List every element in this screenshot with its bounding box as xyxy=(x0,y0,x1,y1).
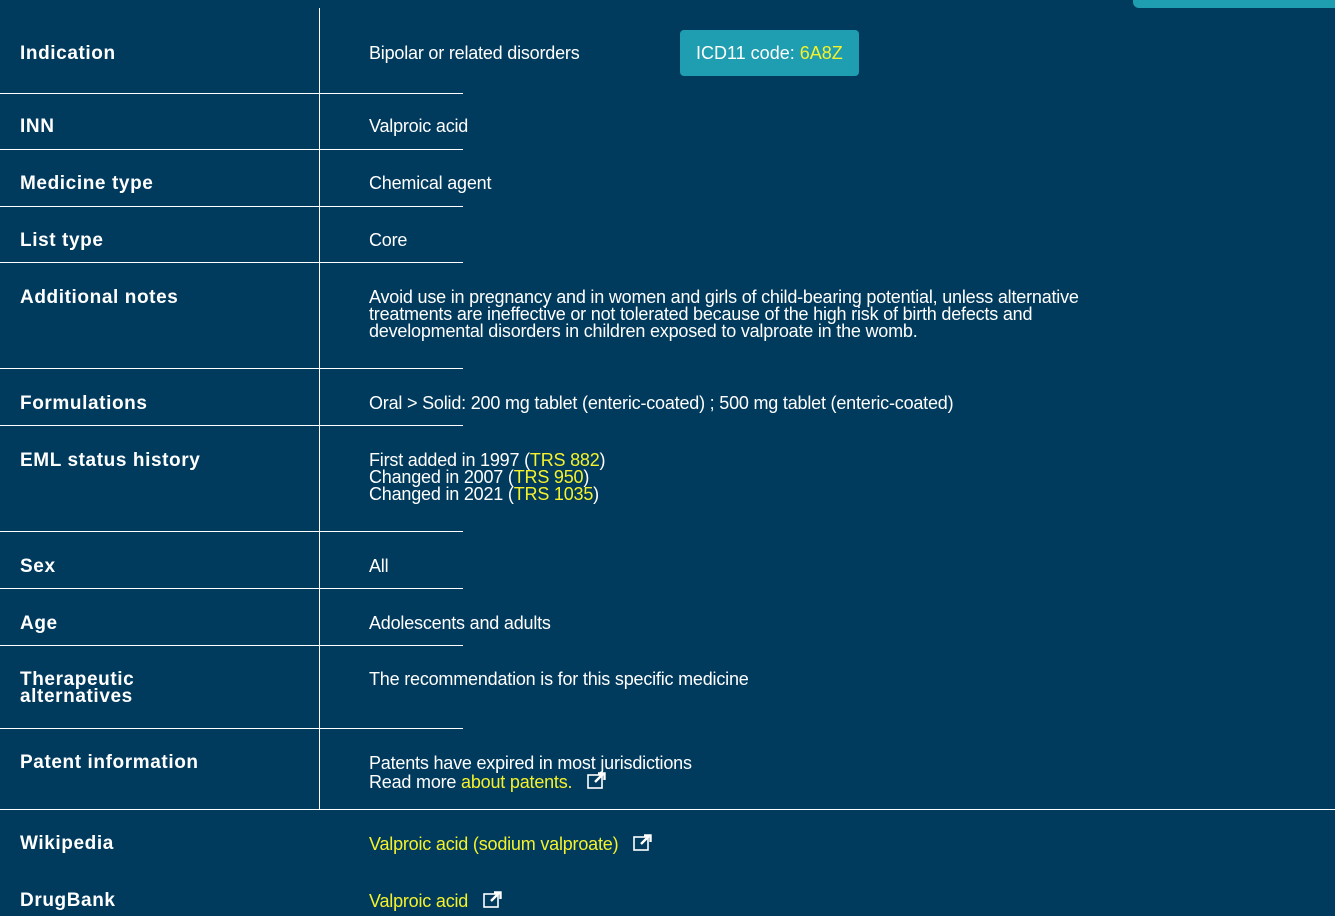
value-additional-notes-line-1: Avoid use in pregnancy and in women and girls of child-bearing potential, unless alternative xyxy=(369,287,1079,307)
eml-history-entry-text: First added in 1997 ( xyxy=(369,450,530,470)
eml-history-entry-text: Changed in 2007 ( xyxy=(369,467,514,487)
row-separator xyxy=(0,531,463,532)
trs-882-link[interactable]: TRS 882 xyxy=(529,450,600,470)
label-patent-information: Patent information xyxy=(20,752,199,773)
label-wikipedia: Wikipedia xyxy=(20,833,114,854)
value-age: Adolescents and adults xyxy=(369,613,551,633)
column-divider xyxy=(319,8,320,809)
value-inn: Valproic acid xyxy=(369,116,469,136)
label-additional-notes: Additional notes xyxy=(20,287,179,308)
label-therapeutic-alternatives-line-1: Therapeutic xyxy=(20,669,135,690)
drugbank-link[interactable]: Valproic acid xyxy=(369,891,469,911)
value-additional-notes-line-2: treatments are ineffective or not tolerated because of the high risk of birth defects and xyxy=(369,304,1033,324)
icd11-code-link[interactable]: 6A8Z xyxy=(799,43,843,63)
value-sex: All xyxy=(369,556,389,576)
value-drugbank xyxy=(369,891,503,912)
value-medicine-type: Chemical agent xyxy=(369,173,492,193)
value-additional-notes-line-3: developmental disorders in children exposed to valproate in the womb. xyxy=(369,321,918,341)
label-list-type: List type xyxy=(20,230,104,251)
badge-prefix: ICD11 code: xyxy=(696,43,800,63)
row-separator xyxy=(0,425,463,426)
external-link-icon[interactable] xyxy=(633,834,653,855)
label-sex: Sex xyxy=(20,556,56,577)
row-separator xyxy=(0,93,463,94)
value-patent-information-line-2 xyxy=(369,772,607,793)
label-inn: INN xyxy=(20,116,55,137)
eml-history-entry-3 xyxy=(369,486,599,503)
row-separator xyxy=(0,645,463,646)
value-patent-information-line-1: Patents have expired in most jurisdictions xyxy=(369,753,692,773)
label-medicine-type: Medicine type xyxy=(20,173,154,194)
icd11-code-badge xyxy=(680,30,859,76)
row-separator xyxy=(0,206,463,207)
row-separator xyxy=(0,368,463,369)
corner-tab[interactable] xyxy=(1133,0,1335,8)
about-patents-link[interactable]: about patents. xyxy=(461,772,573,792)
eml-history-entry-close: ) xyxy=(583,467,590,487)
label-formulations: Formulations xyxy=(20,393,148,414)
label-indication: Indication xyxy=(20,43,116,64)
eml-history-entry-close: ) xyxy=(599,450,606,470)
eml-history-entry-close: ) xyxy=(593,484,599,504)
row-separator xyxy=(0,262,463,263)
external-link-icon[interactable] xyxy=(483,891,503,912)
value-therapeutic-alternatives: The recommendation is for this specific medicine xyxy=(369,669,749,689)
eml-history-entry-text: Changed in 2021 ( xyxy=(369,484,514,504)
external-link-icon[interactable] xyxy=(587,772,607,793)
label-eml-status-history: EML status history xyxy=(20,450,201,471)
trs-1035-link[interactable]: TRS 1035 xyxy=(513,484,594,504)
value-formulations: Oral > Solid: 200 mg tablet (enteric-coated) ; 500 mg tablet (enteric-coated) xyxy=(369,393,954,413)
value-wikipedia xyxy=(369,834,653,855)
value-list-type: Core xyxy=(369,230,408,250)
label-age: Age xyxy=(20,613,58,634)
value-indication: Bipolar or related disorders xyxy=(369,43,580,63)
row-separator-full xyxy=(0,809,1335,810)
label-drugbank: DrugBank xyxy=(20,890,116,911)
row-separator xyxy=(0,728,463,729)
wikipedia-link[interactable]: Valproic acid (sodium valproate) xyxy=(369,834,619,854)
trs-950-link[interactable]: TRS 950 xyxy=(513,467,584,487)
label-therapeutic-alternatives-line-2: alternatives xyxy=(20,686,133,707)
row-separator xyxy=(0,149,463,150)
read-more-text: Read more xyxy=(369,772,462,792)
row-separator xyxy=(0,588,463,589)
